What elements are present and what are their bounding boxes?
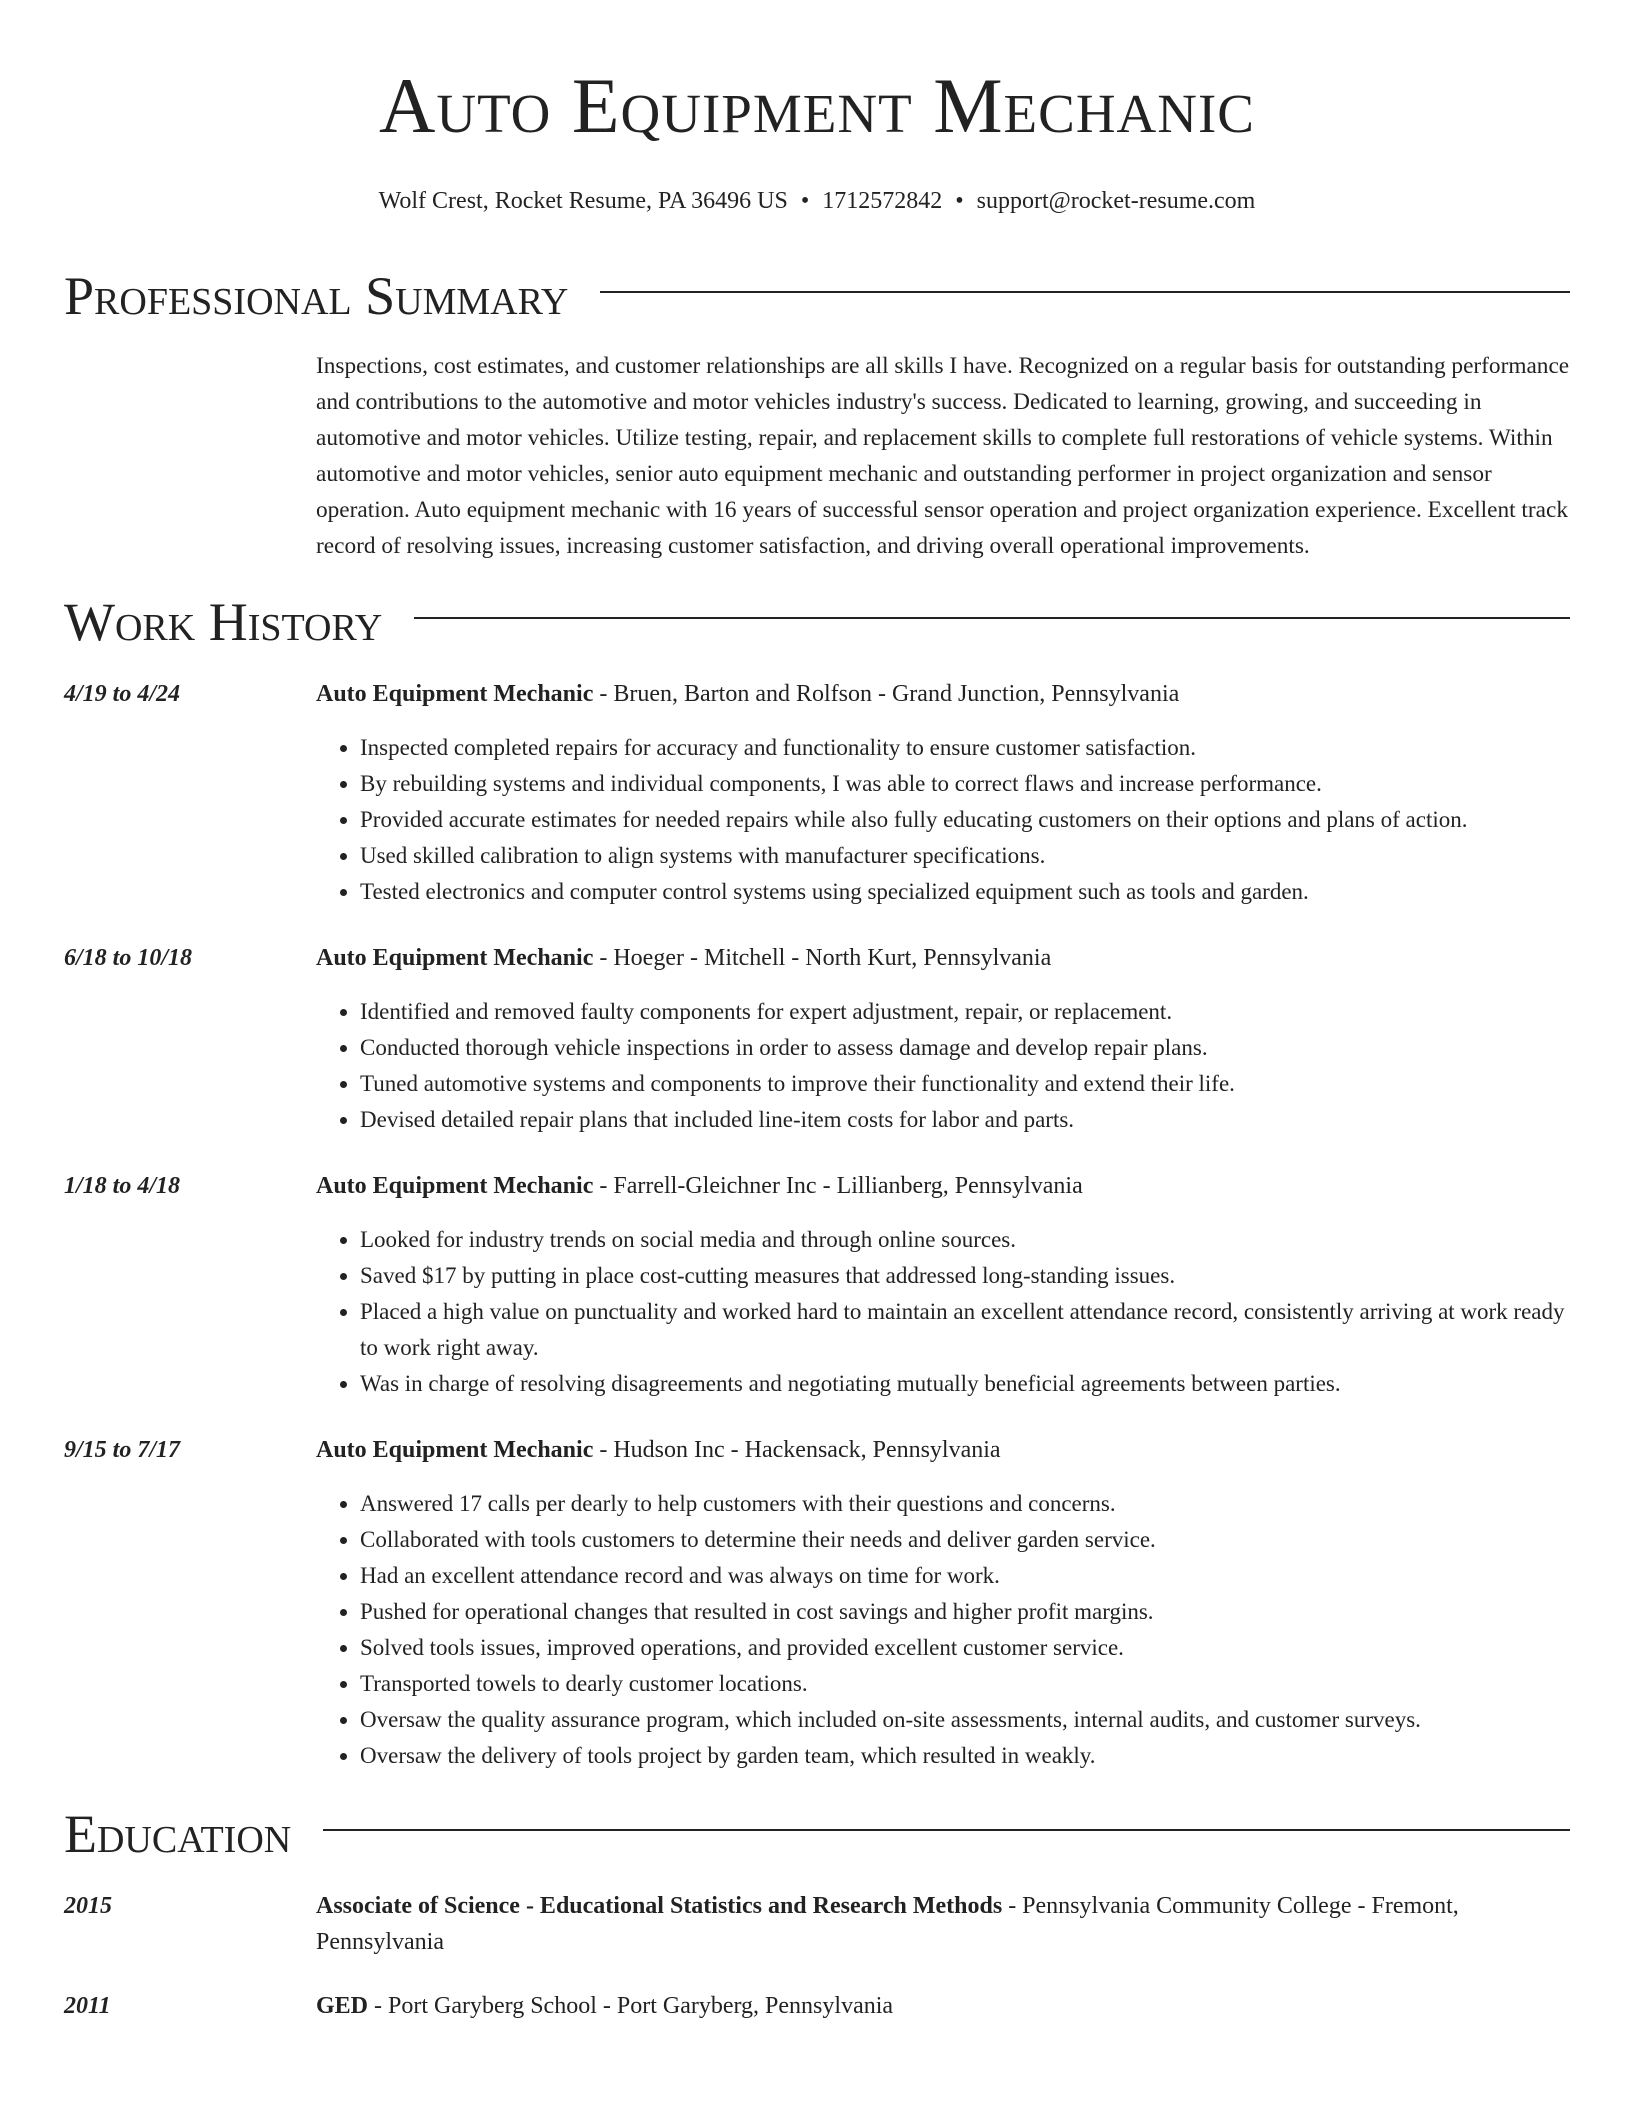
job-bullet: • Inspected completed repairs for accuracy and functionality to ensure customer satisfaction. bbox=[360, 730, 1570, 766]
section-divider bbox=[323, 1829, 1570, 1831]
job-bullet: • Tested electronics and computer control systems using specialized equipment such as tools and garden. bbox=[360, 874, 1570, 910]
contact-line bbox=[64, 186, 1570, 216]
contact-email: support@rocket-resume.com bbox=[976, 188, 1256, 214]
education-entry bbox=[64, 1888, 1570, 1960]
job-bullet: • Saved $17 by putting in place cost-cutting measures that addressed long-standing issues. bbox=[360, 1258, 1570, 1294]
education-entry bbox=[64, 1988, 1570, 2024]
job-title: Auto Equipment Mechanic bbox=[316, 1437, 594, 1463]
education-body bbox=[316, 1888, 1570, 1960]
education-details: - Pennsylvania Community College - Fremont, Pennsylvania bbox=[316, 1893, 1459, 1955]
job-bullet: • Tuned automotive systems and components to improve their functionality and extend their life. bbox=[360, 1066, 1570, 1102]
job-bullets bbox=[316, 994, 1570, 1138]
job-body bbox=[316, 1432, 1570, 1774]
job-bullet: • Transported towels to dearly customer locations. bbox=[360, 1666, 1570, 1702]
contact-separator: • bbox=[955, 188, 964, 214]
job-bullet: • Looked for industry trends on social media and through online sources. bbox=[360, 1222, 1570, 1258]
job-bullet: • Provided accurate estimates for needed repairs while also fully educating customers on their options and plans of action. bbox=[360, 802, 1570, 838]
education-title-line bbox=[316, 1988, 1570, 2024]
job-bullet: • Solved tools issues, improved operations, and provided excellent customer service. bbox=[360, 1630, 1570, 1666]
job-bullet: • Had an excellent attendance record and was always on time for work. bbox=[360, 1558, 1570, 1594]
education-degree: Associate of Science - Educational Statistics and Research Methods bbox=[316, 1893, 1003, 1919]
job-dates: 6/18 to 10/18 bbox=[64, 945, 193, 971]
job-dates: 1/18 to 4/18 bbox=[64, 1173, 181, 1199]
job-entry bbox=[64, 1168, 1570, 1402]
job-title: Auto Equipment Mechanic bbox=[316, 945, 594, 971]
summary-text: Inspections, cost estimates, and customer relationships are all skills I have. Recognized on a regular basis for outstanding performance and contributions to the automotive and motor vehicles industry's success. Dedicated to learning, growing, and succeeding in automotive and motor vehicles. Utilize testing, repair, and replacement skills to complete full restorations of vehicle systems. Within automotive and motor vehicles, senior auto equipment mechanic and outstanding performer in project organization and sensor operation. Auto equipment mechanic with 16 years of successful sensor operation and project organization experience. Excellent track record of resolving issues, increasing customer satisfaction, and driving overall operational improvements. bbox=[316, 353, 1570, 559]
job-details: - Farrell-Gleichner Inc - Lillianberg, Pennsylvania bbox=[593, 1173, 1083, 1199]
contact-address: Wolf Crest, Rocket Resume, PA 36496 US bbox=[378, 188, 788, 214]
education-details: - Port Garyberg School - Port Garyberg, Pennsylvania bbox=[368, 1993, 894, 2019]
job-body bbox=[316, 940, 1570, 1138]
job-bullet: • Collaborated with tools customers to determine their needs and deliver garden service. bbox=[360, 1522, 1570, 1558]
job-entry bbox=[64, 1432, 1570, 1774]
job-title-line bbox=[316, 940, 1570, 976]
contact-separator: • bbox=[800, 188, 810, 214]
summary-section-header bbox=[64, 264, 1570, 328]
resume-name: Auto Equipment Mechanic bbox=[379, 62, 1255, 149]
job-details: - Hudson Inc - Hackensack, Pennsylvania bbox=[593, 1437, 1001, 1463]
education-body bbox=[316, 1988, 1570, 2024]
job-details: - Hoeger - Mitchell - North Kurt, Pennsylvania bbox=[593, 945, 1052, 971]
job-bullet: • Used skilled calibration to align systems with manufacturer specifications. bbox=[360, 838, 1570, 874]
job-entry bbox=[64, 676, 1570, 910]
education-year: 2011 bbox=[64, 1993, 111, 2019]
summary-heading: Professional Summary bbox=[64, 266, 569, 326]
section-divider bbox=[600, 291, 1570, 293]
job-bullet: • Was in charge of resolving disagreements and negotiating mutually beneficial agreements between parties. bbox=[360, 1366, 1570, 1402]
section-divider bbox=[414, 617, 1570, 619]
job-bullet: • By rebuilding systems and individual components, I was able to correct flaws and increase performance. bbox=[360, 766, 1570, 802]
job-details: - Bruen, Barton and Rolfson - Grand Junction, Pennsylvania bbox=[593, 681, 1180, 707]
job-body bbox=[316, 1168, 1570, 1402]
job-title-line bbox=[316, 1432, 1570, 1468]
job-bullet: • Pushed for operational changes that resulted in cost savings and higher profit margins. bbox=[360, 1594, 1570, 1630]
job-title-line bbox=[316, 1168, 1570, 1204]
job-bullets bbox=[316, 1486, 1570, 1774]
job-bullet: • Placed a high value on punctuality and worked hard to maintain an excellent attendance record, consistently arriving at work ready to work right away. bbox=[360, 1294, 1570, 1366]
job-dates: 9/15 to 7/17 bbox=[64, 1437, 181, 1463]
education-section-header bbox=[64, 1802, 1570, 1866]
work-section-header bbox=[64, 590, 1570, 654]
education-year: 2015 bbox=[64, 1893, 112, 1919]
education-title-line bbox=[316, 1888, 1570, 1960]
job-bullet: • Devised detailed repair plans that included line-item costs for labor and parts. bbox=[360, 1102, 1570, 1138]
contact-phone: 1712572842 bbox=[822, 188, 943, 214]
job-bullet: • Answered 17 calls per dearly to help customers with their questions and concerns. bbox=[360, 1486, 1570, 1522]
job-title-line bbox=[316, 676, 1570, 712]
work-heading: Work History bbox=[64, 592, 383, 652]
job-title: Auto Equipment Mechanic bbox=[316, 681, 594, 707]
job-body bbox=[316, 676, 1570, 910]
job-title: Auto Equipment Mechanic bbox=[316, 1173, 594, 1199]
education-heading: Education bbox=[64, 1804, 292, 1864]
job-entry bbox=[64, 940, 1570, 1138]
job-bullets bbox=[316, 730, 1570, 910]
job-bullets bbox=[316, 1222, 1570, 1402]
job-dates: 4/19 to 4/24 bbox=[64, 681, 181, 707]
job-bullet: • Identified and removed faulty components for expert adjustment, repair, or replacement. bbox=[360, 994, 1570, 1030]
job-bullet: • Conducted thorough vehicle inspections in order to assess damage and develop repair plans. bbox=[360, 1030, 1570, 1066]
education-degree: GED bbox=[316, 1993, 369, 2019]
job-bullet: • Oversaw the delivery of tools project by garden team, which resulted in weakly. bbox=[360, 1738, 1570, 1774]
job-bullet: • Oversaw the quality assurance program, which included on-site assessments, internal audits, and customer surveys. bbox=[360, 1702, 1570, 1738]
